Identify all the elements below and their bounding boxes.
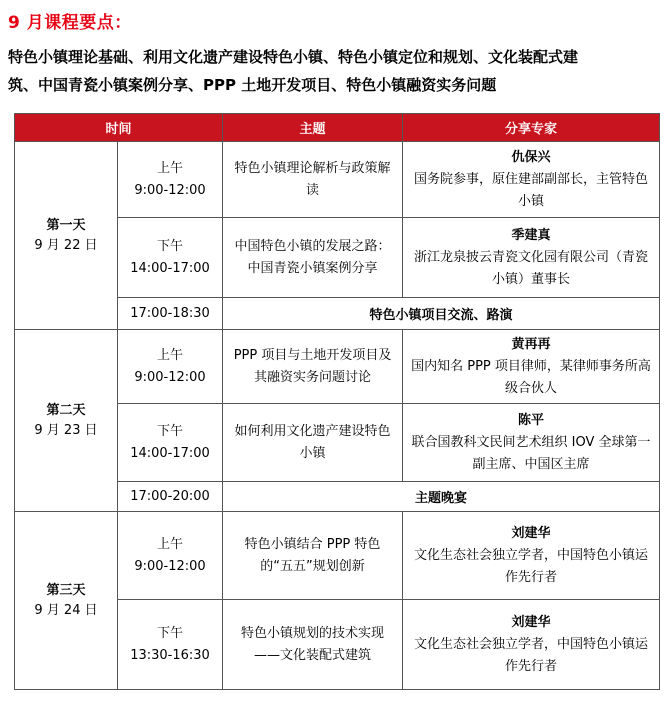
slot-period: 下午 bbox=[157, 625, 184, 641]
slot-time: 14:00-17:00 bbox=[130, 260, 210, 276]
day-date: 9 月 23 日 bbox=[34, 422, 98, 438]
expert-desc: 文化生态社会独立学者，中国特色小镇运作先行者 bbox=[414, 547, 649, 585]
expert-cell bbox=[403, 600, 660, 690]
time-slot: 17:00-20:00 bbox=[118, 482, 223, 512]
slot-time: 9:00-12:00 bbox=[134, 369, 206, 385]
time-slot: 17:00-18:30 bbox=[118, 298, 223, 330]
time-slot bbox=[118, 512, 223, 600]
table-row bbox=[15, 512, 660, 600]
expert-desc: 国务院参事，原住建部副部长，主管特色小镇 bbox=[414, 171, 649, 209]
topics-summary bbox=[8, 43, 663, 99]
topics-line-2: 筑、中国青瓷小镇案例分享、PPP 土地开发项目、特色小镇融资实务问题 bbox=[8, 76, 497, 94]
expert-desc: 国内知名 PPP 项目律师，某律师事务所高级合伙人 bbox=[411, 358, 651, 396]
session-topic: 特色小镇理论解析与政策解读 bbox=[223, 142, 403, 218]
slot-period: 上午 bbox=[157, 160, 184, 176]
slot-time: 14:00-17:00 bbox=[130, 445, 210, 461]
session-topic: PPP 项目与土地开发项目及其融资实务问题讨论 bbox=[223, 330, 403, 404]
expert-name: 仇保兴 bbox=[511, 149, 551, 165]
session-topic: 特色小镇结合 PPP 特色的“五五”规划创新 bbox=[223, 512, 403, 600]
table-header-row bbox=[15, 114, 660, 142]
slot-period: 上午 bbox=[157, 347, 184, 363]
slot-period: 上午 bbox=[157, 536, 184, 552]
slot-period: 下午 bbox=[157, 238, 184, 254]
time-slot bbox=[118, 600, 223, 690]
event-cell: 特色小镇项目交流、路演 bbox=[223, 298, 660, 330]
schedule-table bbox=[14, 113, 660, 690]
day-name: 第三天 bbox=[46, 582, 86, 598]
table-row bbox=[15, 330, 660, 404]
session-topic: 特色小镇规划的技术实现——文化装配式建筑 bbox=[223, 600, 403, 690]
day-date: 9 月 24 日 bbox=[34, 602, 98, 618]
expert-name: 陈平 bbox=[518, 412, 545, 428]
expert-desc: 浙江龙泉披云青瓷文化园有限公司（青瓷小镇）董事长 bbox=[414, 249, 649, 287]
expert-cell bbox=[403, 142, 660, 218]
expert-name: 黄再再 bbox=[511, 336, 551, 352]
header-topic: 主题 bbox=[223, 114, 403, 142]
expert-cell bbox=[403, 404, 660, 482]
slot-time: 9:00-12:00 bbox=[134, 182, 206, 198]
day-name: 第一天 bbox=[46, 217, 86, 233]
expert-name: 季建真 bbox=[511, 227, 551, 243]
event-cell: 主题晚宴 bbox=[223, 482, 660, 512]
day-name: 第二天 bbox=[46, 402, 86, 418]
time-slot bbox=[118, 218, 223, 298]
topics-line-1: 特色小镇理论基础、利用文化遗产建设特色小镇、特色小镇定位和规划、文化装配式建 bbox=[8, 48, 579, 66]
day-date: 9 月 22 日 bbox=[34, 237, 98, 253]
expert-name: 刘建华 bbox=[511, 614, 551, 630]
expert-cell bbox=[403, 330, 660, 404]
expert-desc: 联合国教科文民间艺术组织 IOV 全球第一副主席、中国区主席 bbox=[411, 434, 651, 472]
session-topic: 如何利用文化遗产建设特色小镇 bbox=[223, 404, 403, 482]
day-cell bbox=[15, 330, 118, 512]
expert-cell bbox=[403, 218, 660, 298]
slot-period: 下午 bbox=[157, 423, 184, 439]
day-cell bbox=[15, 512, 118, 690]
section-heading: 9 月课程要点： bbox=[8, 13, 132, 33]
expert-desc: 文化生态社会独立学者，中国特色小镇运作先行者 bbox=[414, 636, 649, 674]
time-slot bbox=[118, 142, 223, 218]
session-topic: 中国特色小镇的发展之路：中国青瓷小镇案例分享 bbox=[223, 218, 403, 298]
slot-time: 13:30-16:30 bbox=[130, 647, 210, 663]
time-slot bbox=[118, 404, 223, 482]
header-expert: 分享专家 bbox=[403, 114, 660, 142]
day-cell bbox=[15, 142, 118, 330]
header-time: 时间 bbox=[15, 114, 223, 142]
slot-time: 9:00-12:00 bbox=[134, 558, 206, 574]
time-slot bbox=[118, 330, 223, 404]
expert-cell bbox=[403, 512, 660, 600]
table-row bbox=[15, 142, 660, 218]
expert-name: 刘建华 bbox=[511, 525, 551, 541]
